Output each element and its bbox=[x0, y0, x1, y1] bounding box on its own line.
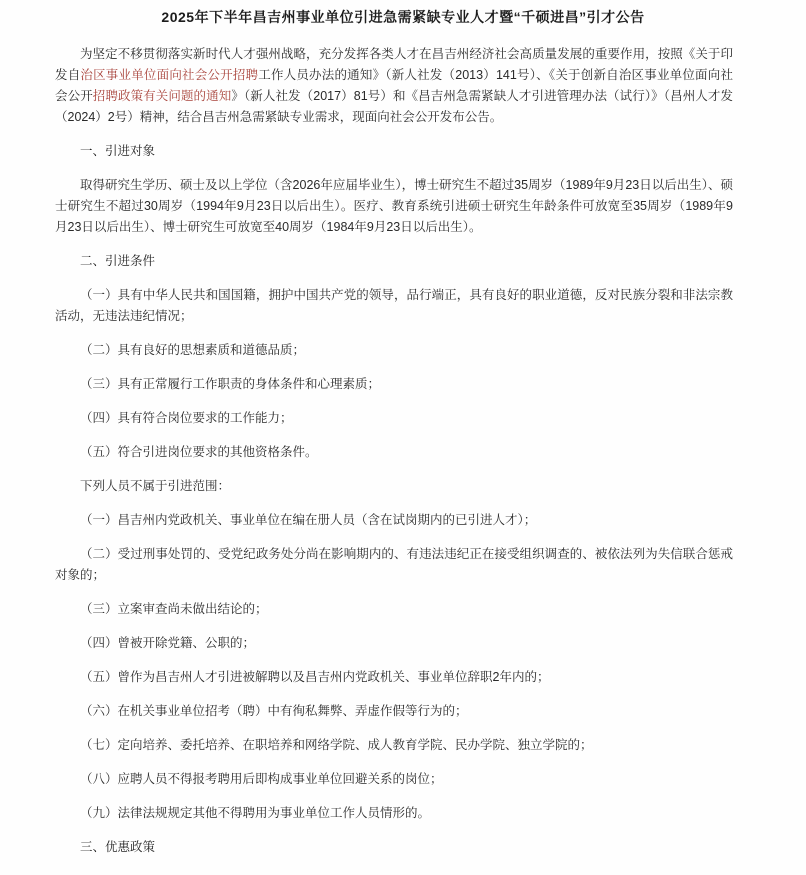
text-segment: （二）受过刑事处罚的、受党纪政务处分尚在影响期内的、有违法违纪正在接受组织调查的、被依法列为失信联合惩戒对象的； bbox=[55, 547, 733, 582]
section-heading bbox=[55, 251, 733, 272]
text-segment: （三）立案审查尚未做出结论的； bbox=[80, 602, 268, 616]
paragraph bbox=[55, 340, 733, 361]
paragraph bbox=[55, 735, 733, 756]
text-segment: （四）具有符合岗位要求的工作能力； bbox=[80, 411, 293, 425]
paragraph bbox=[55, 44, 733, 128]
text-segment: （七）定向培养、委托培养、在职培养和网络学院、成人教育学院、民办学院、独立学院的； bbox=[80, 738, 593, 752]
text-segment: 工作人员办法的通知》（新人社发（2013）141号）、《关于创新自治区事业单位面向社会公开 bbox=[55, 68, 733, 103]
text-segment: （二）具有良好的思想素质和道德品质； bbox=[80, 343, 306, 357]
paragraph bbox=[55, 476, 733, 497]
document-body bbox=[55, 44, 733, 858]
text-segment: 三、优惠政策 bbox=[80, 840, 156, 854]
paragraph bbox=[55, 803, 733, 824]
text-segment: （一）具有中华人民共和国国籍，拥护中国共产党的领导，品行端正，具有良好的职业道德，反对民族分裂和非法宗教活动，无违法违纪情况； bbox=[55, 288, 733, 323]
text-segment: 为坚定不移贯彻落实新时代人才强州战略，充分发挥各类人才在昌吉州经济社会高质量发展的重要作用，按照《关于印发自 bbox=[55, 47, 733, 82]
text-segment: （三）具有正常履行工作职责的身体条件和心理素质； bbox=[80, 377, 381, 391]
paragraph bbox=[55, 442, 733, 463]
document-title: 2025年下半年昌吉州事业单位引进急需紧缺专业人才暨“千硕进昌”引才公告 bbox=[161, 9, 645, 25]
text-segment: （五）符合引进岗位要求的其他资格条件。 bbox=[80, 445, 318, 459]
text-segment: （四）曾被开除党籍、公职的； bbox=[80, 636, 256, 650]
paragraph bbox=[55, 599, 733, 620]
paragraph bbox=[55, 633, 733, 654]
section-heading bbox=[55, 141, 733, 162]
text-segment: （九）法律法规规定其他不得聘用为事业单位工作人员情形的。 bbox=[80, 806, 431, 820]
text-segment: 》（新人社发（2017）81号）和《昌吉州急需紧缺人才引进管理办法（试行）》（昌州人才发（2024）2号）精神，结合昌吉州急需紧缺专业需求，现面向社会公开发布公告。 bbox=[55, 89, 733, 124]
paragraph bbox=[55, 667, 733, 688]
highlighted-text: 治区事业单位面向社会公开招聘 bbox=[80, 68, 259, 82]
paragraph bbox=[55, 544, 733, 586]
text-segment: （一）昌吉州内党政机关、事业单位在编在册人员（含在试岗期内的已引进人才）； bbox=[80, 513, 537, 527]
text-segment: 二、引进条件 bbox=[80, 254, 156, 268]
paragraph bbox=[55, 285, 733, 327]
paragraph bbox=[55, 769, 733, 790]
paragraph bbox=[55, 510, 733, 531]
text-segment: （五）曾作为昌吉州人才引进被解聘以及昌吉州内党政机关、事业单位辞职2年内的； bbox=[80, 670, 550, 684]
section-heading bbox=[55, 837, 733, 858]
text-segment: 一、引进对象 bbox=[80, 144, 156, 158]
text-segment: （六）在机关事业单位招考（聘）中有徇私舞弊、弄虚作假等行为的； bbox=[80, 704, 468, 718]
paragraph bbox=[55, 175, 733, 238]
paragraph bbox=[55, 374, 733, 395]
text-segment: 下列人员不属于引进范围： bbox=[80, 479, 231, 493]
text-segment: 取得研究生学历、硕士及以上学位（含2026年应届毕业生），博士研究生不超过35周岁（1989年9月23日以后出生）、硕士研究生不超过30周岁（1994年9月23日以后出生）。医疗、教育系统引进硕士研究生年龄条件可放宽至35周岁（1989年9月23日以后出生）、博士研究生可放宽至40周岁（1984年9月23日以后出生）。 bbox=[55, 178, 733, 234]
paragraph bbox=[55, 408, 733, 429]
highlighted-text: 招聘政策有关问题的通知 bbox=[92, 89, 232, 103]
text-segment: （八）应聘人员不得报考聘用后即构成事业单位回避关系的岗位； bbox=[80, 772, 443, 786]
paragraph bbox=[55, 701, 733, 722]
